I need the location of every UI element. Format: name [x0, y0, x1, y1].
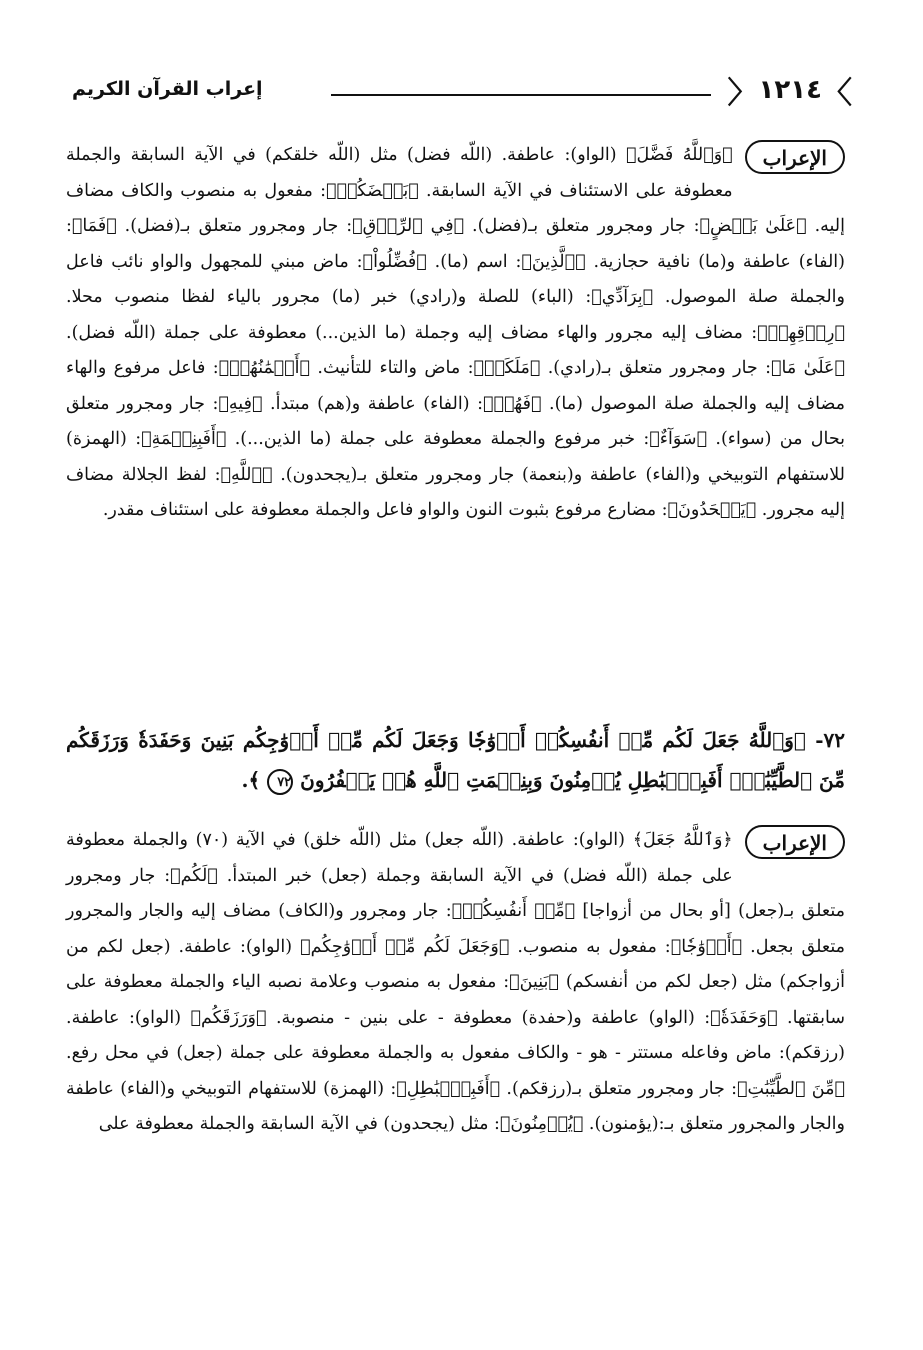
book-title: إعراب القرآن الكريم [72, 78, 263, 100]
verse-number: ٧٢- [815, 728, 845, 752]
verse-closing: ﴾. [241, 768, 261, 792]
verse-72 [66, 720, 845, 800]
irab-section-71 [66, 138, 845, 529]
verse-text: ﴿وَٱللَّهُ جَعَلَ لَكُم مِّنۡ أَنفُسِكُمۡ أَزۡوَٰجٗا وَجَعَلَ لَكُم مِّنۡ أَزۡوَٰجِكُم بَنِينَ وَحَفَدَةٗ وَرَزَقَكُم مِّنَ ٱلطَّيِّبَٰتِۚ أَفَبِٱلۡبَٰطِلِ يُؤۡمِنُونَ وَبِنِعۡمَتِ ٱللَّهِ هُمۡ يَكۡفُرُونَ [66, 728, 845, 792]
irab-badge: الإعراب [745, 825, 845, 859]
verse-paragraph [66, 720, 845, 800]
page-number-value: ١٢١٤ [758, 75, 822, 105]
irab-badge: الإعراب [745, 140, 845, 174]
irab-text: ﴿وَٱللَّهُ جَعَلَ﴾ (الواو): عاطفة. (اللّه جعل) مثل (اللّه خلق) في الآية (٧٠) والجملة معطوفة على جملة (اللّه فضل) في الآية السابقة وجملة (جعل) خبر المبتدأ. ﴿لَكُم﴾: جار ومجرور متعلق بـ(جعل) [أو بحال من أزواجا] ﴿مِّنۡ أَنفُسِكُمۡ﴾: جار ومجرور و(الكاف) مضاف إليه والجار والمجرور متعلق بجعل. ﴿أَزۡوَٰجٗا﴾: مفعول به منصوب. ﴿وَجَعَلَ لَكُم مِّنۡ أَزۡوَٰجِكُم﴾ (الواو): عاطفة. (جعل لكم من أزواجكم) مثل (جعل لكم من أنفسكم) ﴿بَنِينَ﴾: مفعول به منصوب وعلامة نصبه الياء والجملة معطوفة على سابقتها. ﴿وَحَفَدَةٗ﴾: (الواو) عاطفة و(حفدة) معطوفة - على بنين - منصوبة. ﴿وَرَزَقَكُم﴾ (الواو): عاطفة. (رزقكم): ماض وفاعله مستتر - هو - والكاف مفعول به والجملة معطوفة على جملة (جعل) في محل رفع. ﴿مِّنَ ٱلطَّيِّبَٰتِ﴾: جار ومجرور متعلق بـ(رزقكم). ﴿أَفَبِٱلۡبَٰطِلِ﴾: (الهمزة) للاستفهام التوبيخي و(الفاء) عاطفة والجار والمجرور متعلق بـ:(يؤمنون). ﴿يُؤۡمِنُونَ﴾: مثل (يجحدون) في الآية السابقة والجملة معطوفة على [66, 830, 845, 1134]
irab-text: ﴿وَٱللَّهُ فَضَّلَ﴾ (الواو): عاطفة. (اللّه فضل) مثل (اللّه خلقكم) في الآية السابقة والجملة معطوفة على الاستئناف في الآية السابقة. ﴿بَعۡضَكُمۡ﴾: مفعول به منصوب والكاف مضاف إليه. ﴿عَلَىٰ بَعۡضٍ﴾: جار ومجرور متعلق بـ(فضل). ﴿فِي ٱلرِّزۡقِ﴾: جار ومجرور متعلق بـ(فضل). ﴿فَمَا﴾: (الفاء) عاطفة و(ما) نافية حجازية. ﴿ٱلَّذِينَ﴾: اسم (ما). ﴿فُضِّلُواْ﴾: ماض مبني للمجهول والواو نائب فاعل والجملة صلة الموصول. ﴿بِرَآدِّي﴾: (الباء) للصلة و(رادي) خبر (ما) مجرور بالياء لفظا منصوب محلا. ﴿رِزۡقِهِمۡ﴾: مضاف إليه مجرور والهاء مضاف إليه وجملة (ما الذين...) معطوفة على جملة (اللّه فضل). ﴿عَلَىٰ مَا﴾: جار ومجرور متعلق بـ(رادي). ﴿مَلَكَتۡ﴾: ماض والتاء للتأنيث. ﴿أَيۡمَٰنُهُمۡ﴾: فاعل مرفوع والهاء مضاف إليه والجملة صلة الموصول (ما). ﴿فَهُمۡ﴾: (الفاء) عاطفة و(هم) مبتدأ. ﴿فِيهِ﴾: جار ومجرور متعلق بحال من (سواء). ﴿سَوَآءٌ﴾: خبر مرفوع والجملة معطوفة على جملة (ما الذين...). ﴿أَفَبِنِعۡمَةِ﴾: (الهمزة) للاستفهام التوبيخي و(الفاء) عاطفة و(بنعمة) جار ومجرور متعلق بـ(يجحدون). ﴿ٱللَّهِ﴾: لفظ الجلالة مضاف إليه مجرور. ﴿يَجۡحَدُونَ﴾: مضارع مرفوع بثبوت النون والواو فاعل والجملة معطوفة على استئناف مقدر. [66, 145, 845, 520]
irab-section-72 [66, 823, 845, 1143]
page-number-bracket-open: 〉 [822, 76, 853, 111]
irab-paragraph [66, 823, 845, 1143]
page-number-bracket-close: 〈 [727, 76, 759, 111]
page-number [728, 68, 853, 112]
ayah-end-marker: ٧٢ [267, 769, 293, 795]
page-header [70, 68, 853, 118]
header-rule [331, 94, 711, 96]
irab-paragraph [66, 138, 845, 529]
